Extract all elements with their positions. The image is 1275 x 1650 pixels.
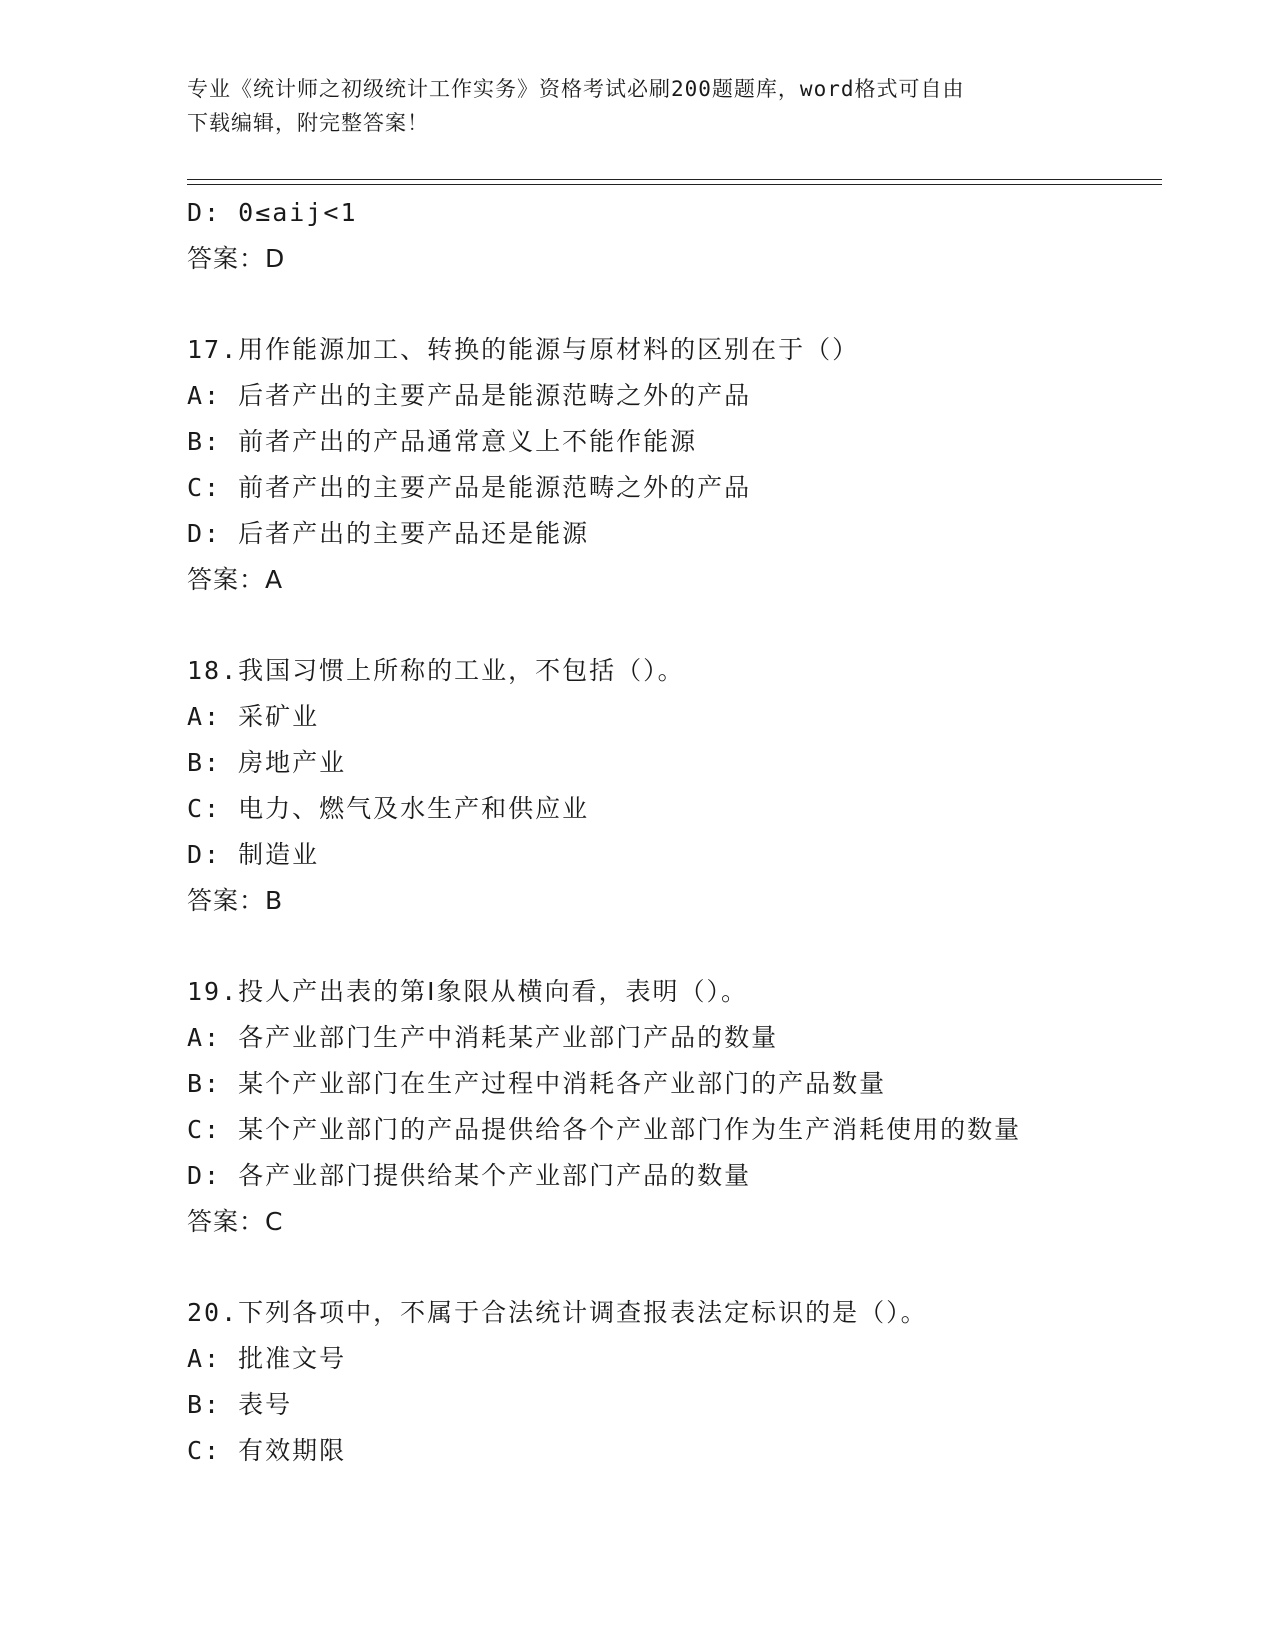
- question-text: 20.下列各项中，不属于合法统计调查报表法定标识的是（）。: [187, 1298, 928, 1327]
- option-d: D: 后者产出的主要产品还是能源: [187, 519, 590, 548]
- option-c: C: 前者产出的主要产品是能源范畴之外的产品: [187, 473, 752, 502]
- option-d: D: 制造业: [187, 840, 320, 869]
- answer-line: 答案：A: [187, 565, 284, 594]
- option-c: C: 电力、燃气及水生产和供应业: [187, 794, 590, 823]
- header-line-2: 下载编辑，附完整答案！: [187, 111, 429, 135]
- option-d: D: 各产业部门提供给某个产业部门产品的数量: [187, 1161, 752, 1190]
- spacer: [187, 603, 1147, 648]
- question-text: 19.投人产出表的第Ⅰ象限从横向看，表明（）。: [187, 977, 749, 1006]
- option-c: C: 某个产业部门的产品提供给各个产业部门作为生产消耗使用的数量: [187, 1115, 1022, 1144]
- answer-line: 答案：B: [187, 886, 284, 915]
- question-block-18: [187, 648, 1147, 924]
- option-c: C: 有效期限: [187, 1436, 347, 1465]
- option-b: B: 某个产业部门在生产过程中消耗各产业部门的产品数量: [187, 1069, 887, 1098]
- option-a: A: 采矿业: [187, 702, 320, 731]
- option-a: A: 后者产出的主要产品是能源范畴之外的产品: [187, 381, 752, 410]
- header-line-1: 专业《统计师之初级统计工作实务》资格考试必刷200题题库，word格式可自由: [187, 77, 965, 101]
- document-header: [187, 72, 1087, 140]
- option-b: B: 表号: [187, 1390, 293, 1419]
- header-divider-bottom: [187, 184, 1162, 185]
- spacer: [187, 282, 1147, 327]
- question-text: 17.用作能源加工、转换的能源与原材料的区别在于（）: [187, 335, 860, 364]
- spacer: [187, 1245, 1147, 1290]
- question-block-17: [187, 327, 1147, 603]
- question-block-20: [187, 1290, 1147, 1474]
- question-content: [187, 190, 1147, 1474]
- option-a: A: 各产业部门生产中消耗某产业部门产品的数量: [187, 1023, 779, 1052]
- question-text: 18.我国习惯上所称的工业，不包括（）。: [187, 656, 685, 685]
- spacer: [187, 924, 1147, 969]
- question-block-19: [187, 969, 1147, 1245]
- prev-option-d: D: 0≤aij<1: [187, 198, 358, 227]
- answer-line: 答案：C: [187, 1207, 284, 1236]
- option-a: A: 批准文号: [187, 1344, 347, 1373]
- prev-answer: 答案：D: [187, 244, 286, 273]
- header-divider-top: [187, 179, 1162, 180]
- option-b: B: 房地产业: [187, 748, 347, 777]
- option-b: B: 前者产出的产品通常意义上不能作能源: [187, 427, 698, 456]
